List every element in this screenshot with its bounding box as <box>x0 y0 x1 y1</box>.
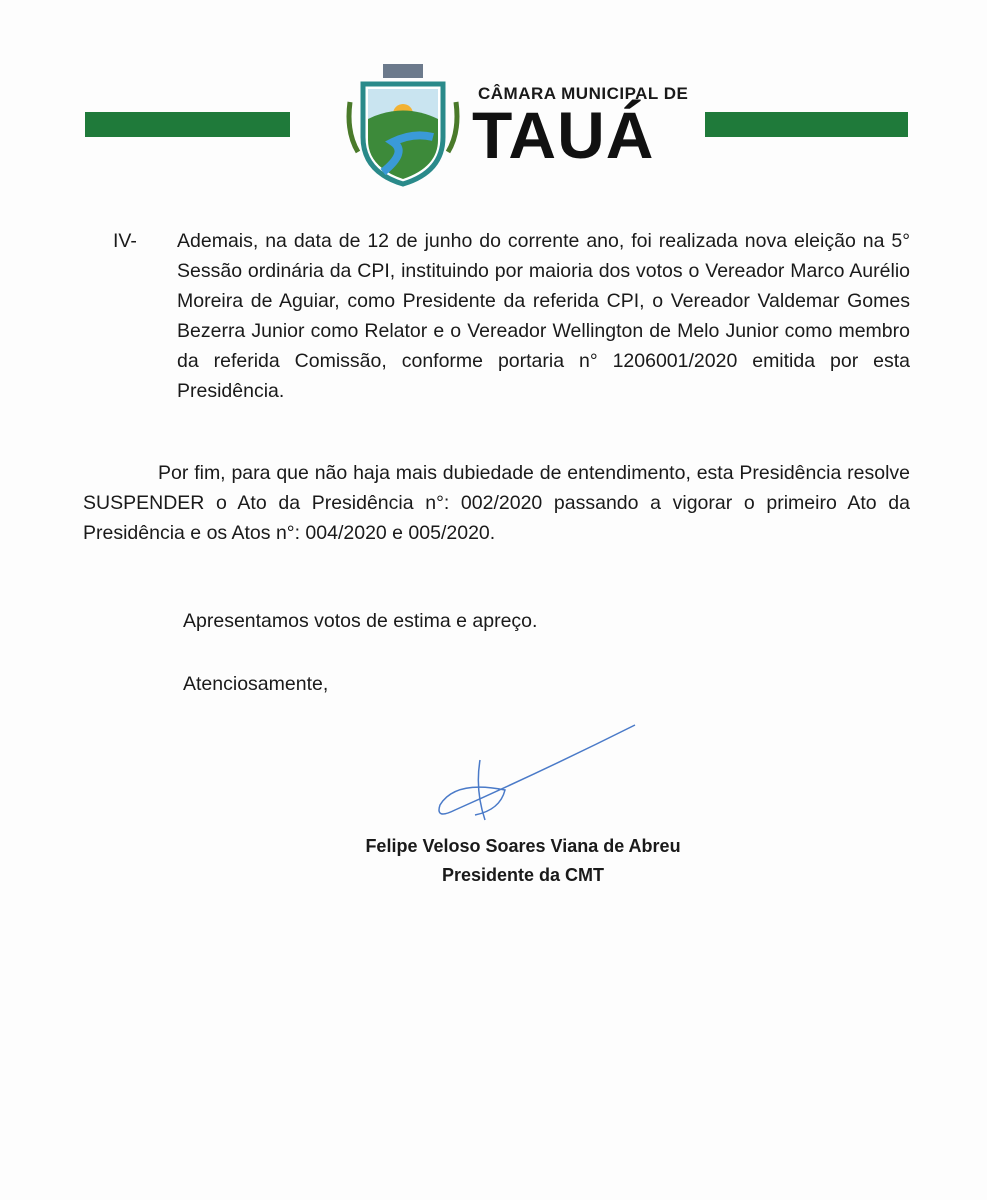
coat-of-arms-logo <box>338 62 468 190</box>
closing-paragraph: Por fim, para que não haja mais dubiedade de entendimento, esta Presidência resolve SUSPENDER o Ato da Presidência n°: 002/2020 passando a vigorar o primeiro Ato da Presidência e os Atos n°: 004/2020 e 005/2020. <box>83 462 910 544</box>
salutation-text: Atenciosamente, <box>183 673 329 695</box>
org-name-line1: CÂMARA MUNICIPAL DE <box>478 84 689 103</box>
header-green-bar-left <box>85 112 290 137</box>
signatory-name: Felipe Veloso Soares Viana de Abreu <box>365 836 681 856</box>
signatory-title: Presidente da CMT <box>441 865 605 885</box>
org-name-line2: TAUÁ <box>472 98 655 172</box>
signature <box>425 720 645 830</box>
item-iv-text: Ademais, na data de 12 de junho do corrente ano, foi realizada nova eleição na 5° Sessão ordinária da CPI, instituindo por maioria dos votos o Vereador Marco Aurélio Moreira de Aguiar, como Presidente da referida CPI, o Vereador Valdemar Gomes Bezerra Junior como Relator e o Vereador Wellington de Melo Junior como membro da referida Comissão, conforme portaria n° 1206001/2020 emitida por esta Presidência. <box>177 230 910 402</box>
item-label: IV- <box>113 230 137 252</box>
header-green-bar-right <box>705 112 908 137</box>
regards-text: Apresentamos votos de estima e apreço. <box>183 610 538 632</box>
